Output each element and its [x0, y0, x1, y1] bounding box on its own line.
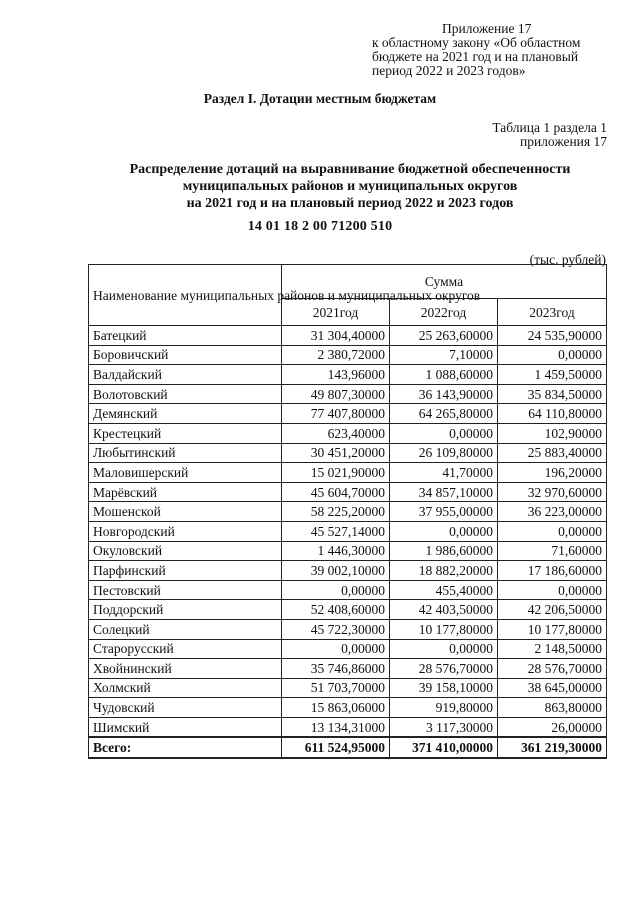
amount-cell: 49 807,30000: [282, 384, 390, 404]
table-row: [89, 365, 607, 385]
table-row: [89, 482, 607, 502]
amount-cell: 37 955,00000: [390, 502, 498, 522]
section-title: Раздел I. Дотации местным бюджетам: [203, 91, 437, 106]
amount-cell: 39 158,10000: [390, 678, 498, 698]
amount-cell: 10 177,80000: [390, 619, 498, 639]
district-name: Боровичский: [89, 345, 282, 365]
document-title-line-3: на 2021 год и на плановый период 2022 и 2023 годов: [186, 196, 514, 211]
amount-cell: 143,96000: [282, 365, 390, 385]
amount-cell: 0,00000: [390, 423, 498, 443]
district-name: Любытинский: [89, 443, 282, 463]
district-name: Хвойнинский: [89, 659, 282, 679]
amount-cell: 3 117,30000: [390, 717, 498, 737]
district-name: Валдайский: [89, 365, 282, 385]
amount-cell: 25 263,60000: [390, 326, 498, 346]
amount-cell: 455,40000: [390, 580, 498, 600]
document-title-line-2: муниципальных районов и муниципальных округов: [182, 179, 518, 194]
amount-cell: 2 380,72000: [282, 345, 390, 365]
table-reference-line-2: приложения 17: [519, 134, 607, 149]
amount-cell: 42 206,50000: [498, 600, 607, 620]
district-name: Марёвский: [89, 482, 282, 502]
amount-cell: 10 177,80000: [498, 619, 607, 639]
amount-cell: 1 986,60000: [390, 541, 498, 561]
amount-cell: 25 883,40000: [498, 443, 607, 463]
table-row: [89, 619, 607, 639]
district-name: Маловишерский: [89, 463, 282, 483]
table-reference-line-1: Таблица 1 раздела 1: [492, 120, 607, 135]
amount-cell: 2 148,50000: [498, 639, 607, 659]
table-row: [89, 561, 607, 581]
table-row: [89, 521, 607, 541]
district-name: Холмский: [89, 678, 282, 698]
amount-cell: 26 109,80000: [390, 443, 498, 463]
total-value: 371 410,00000: [390, 737, 498, 758]
amount-cell: 34 857,10000: [390, 482, 498, 502]
table-row: [89, 639, 607, 659]
table-row: [89, 345, 607, 365]
amount-cell: 35 834,50000: [498, 384, 607, 404]
table-total-row: [89, 737, 607, 758]
amount-cell: 0,00000: [390, 521, 498, 541]
amount-cell: 0,00000: [498, 580, 607, 600]
amount-cell: 39 002,10000: [282, 561, 390, 581]
budget-classification-code: 14 01 18 2 00 71200 510: [247, 219, 393, 234]
amount-cell: 42 403,50000: [390, 600, 498, 620]
table-row: [89, 541, 607, 561]
amount-cell: 35 746,86000: [282, 659, 390, 679]
appendix-law-line-2: бюджете на 2021 год и на плановый: [372, 49, 579, 64]
table-row: [89, 717, 607, 737]
amount-cell: 45 527,14000: [282, 521, 390, 541]
column-header-year: 2021год: [282, 299, 390, 326]
amount-cell: 77 407,80000: [282, 404, 390, 424]
amount-cell: 7,10000: [390, 345, 498, 365]
amount-cell: 1 459,50000: [498, 365, 607, 385]
amount-cell: 64 110,80000: [498, 404, 607, 424]
district-name: Мошенской: [89, 502, 282, 522]
amount-cell: 28 576,70000: [498, 659, 607, 679]
column-header-year: 2022год: [390, 299, 498, 326]
table-row: [89, 678, 607, 698]
amount-cell: 36 223,00000: [498, 502, 607, 522]
amount-cell: 51 703,70000: [282, 678, 390, 698]
total-value: 361 219,30000: [498, 737, 607, 758]
amount-cell: 15 021,90000: [282, 463, 390, 483]
table-reference: [407, 121, 607, 149]
appendix-law-line-1: к областному закону «Об областном: [372, 35, 581, 50]
amount-cell: 102,90000: [498, 423, 607, 443]
table-row: [89, 659, 607, 679]
district-name: Поддорский: [89, 600, 282, 620]
subsidy-table: [88, 264, 607, 759]
amount-cell: 24 535,90000: [498, 326, 607, 346]
appendix-reference: [372, 22, 612, 78]
appendix-number: Приложение 17: [442, 21, 532, 36]
amount-cell: 52 408,60000: [282, 600, 390, 620]
amount-cell: 32 970,60000: [498, 482, 607, 502]
district-name: Батецкий: [89, 326, 282, 346]
district-name: Демянский: [89, 404, 282, 424]
column-header-year: 2023год: [498, 299, 607, 326]
units-label: (тыс. рублей): [529, 252, 606, 267]
district-name: Волотовский: [89, 384, 282, 404]
table-row: [89, 463, 607, 483]
amount-cell: 0,00000: [498, 521, 607, 541]
amount-cell: 38 645,00000: [498, 678, 607, 698]
amount-cell: 196,20000: [498, 463, 607, 483]
district-name: Крестецкий: [89, 423, 282, 443]
amount-cell: 0,00000: [390, 639, 498, 659]
table-row: [89, 404, 607, 424]
amount-cell: 0,00000: [498, 345, 607, 365]
total-label: Всего:: [89, 737, 282, 758]
amount-cell: 36 143,90000: [390, 384, 498, 404]
table-row: [89, 326, 607, 346]
district-name: Новгородский: [89, 521, 282, 541]
amount-cell: 18 882,20000: [390, 561, 498, 581]
amount-cell: 45 604,70000: [282, 482, 390, 502]
amount-cell: 17 186,60000: [498, 561, 607, 581]
district-name: Солецкий: [89, 619, 282, 639]
table-row: [89, 384, 607, 404]
table-row: [89, 502, 607, 522]
district-name: Парфинский: [89, 561, 282, 581]
total-value: 611 524,95000: [282, 737, 390, 758]
district-name: Старорусский: [89, 639, 282, 659]
amount-cell: 1 088,60000: [390, 365, 498, 385]
table-row: [89, 580, 607, 600]
amount-cell: 30 451,20000: [282, 443, 390, 463]
amount-cell: 919,80000: [390, 698, 498, 718]
table-row: [89, 423, 607, 443]
amount-cell: 0,00000: [282, 580, 390, 600]
table-row: [89, 698, 607, 718]
amount-cell: 71,60000: [498, 541, 607, 561]
amount-cell: 0,00000: [282, 639, 390, 659]
district-name: Чудовский: [89, 698, 282, 718]
district-name: Окуловский: [89, 541, 282, 561]
document-title: [80, 161, 620, 212]
amount-cell: 26,00000: [498, 717, 607, 737]
table-row: [89, 600, 607, 620]
amount-cell: 41,70000: [390, 463, 498, 483]
amount-cell: 64 265,80000: [390, 404, 498, 424]
district-name: Пестовский: [89, 580, 282, 600]
amount-cell: 1 446,30000: [282, 541, 390, 561]
amount-cell: 863,80000: [498, 698, 607, 718]
district-name: Шимский: [89, 717, 282, 737]
column-header-sum: Сумма: [282, 265, 607, 299]
column-header-name: Наименование муниципальных районов и муниципальных округов: [89, 265, 282, 326]
appendix-law-line-3: период 2022 и 2023 годов»: [372, 63, 526, 78]
document-title-line-1: Распределение дотаций на выравнивание бюджетной обеспеченности: [129, 162, 571, 177]
table-row: [89, 443, 607, 463]
amount-cell: 623,40000: [282, 423, 390, 443]
amount-cell: 31 304,40000: [282, 326, 390, 346]
amount-cell: 45 722,30000: [282, 619, 390, 639]
amount-cell: 13 134,31000: [282, 717, 390, 737]
amount-cell: 28 576,70000: [390, 659, 498, 679]
amount-cell: 15 863,06000: [282, 698, 390, 718]
amount-cell: 58 225,20000: [282, 502, 390, 522]
